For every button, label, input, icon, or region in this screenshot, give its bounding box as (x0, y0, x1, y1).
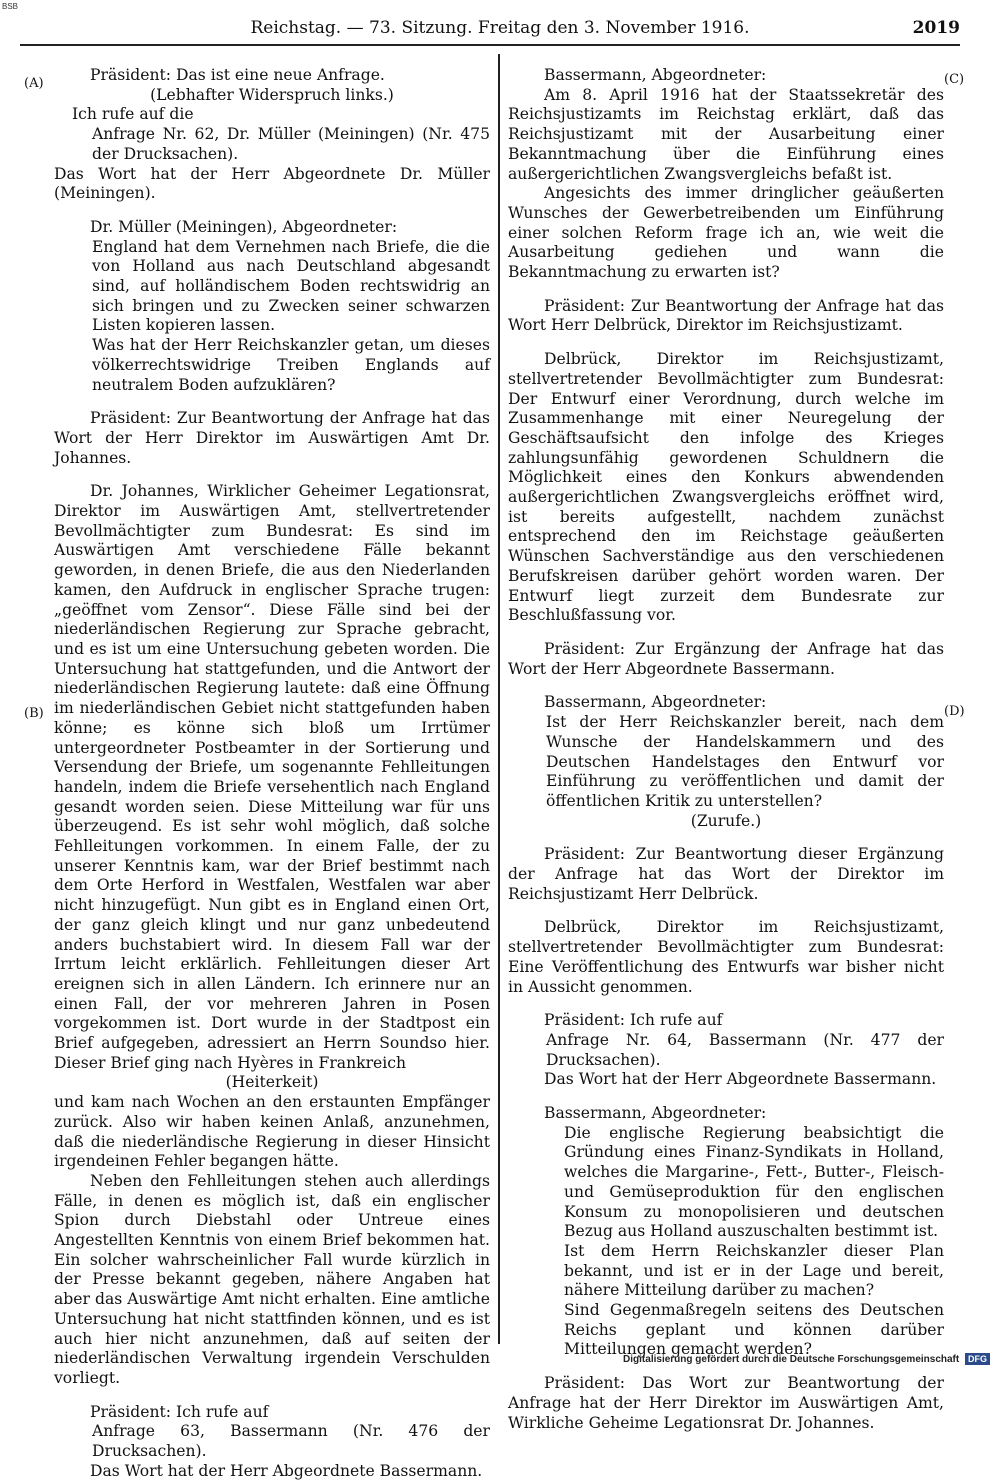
interjection: (Heiterkeit) (225, 1073, 319, 1092)
margin-mark-a: (A) (24, 76, 44, 91)
paragraph: Präsident: Zur Beantwortung der Anfrage hat das Wort Herr Delbrück, Direktor im Reichsjustizamt. (508, 296, 944, 335)
interjection: (Lebhafter Widerspruch links.) (150, 85, 394, 104)
paragraph: Anfrage 63, Bassermann (Nr. 476 der Drucksachen). (92, 1422, 490, 1461)
dfg-logo: DFG (965, 1353, 990, 1365)
paragraph: Die englische Regierung beabsichtigt die Gründung eines Finanz-Syndikats in Holland, welches die Margarine-, Fett-, Butter-, Fleisch- und Gemüseproduktion für den englischen Konsum zu monopolisieren und deutschen Bezug aus Holland auszuschalten bestimmt ist. (564, 1123, 944, 1241)
library-stamp: BSB (2, 2, 19, 11)
paragraph: Ist der Herr Reichskanzler bereit, nach dem Wunsche der Handelskammern und des Deutschen Handelstages den Entwurf vor Einführung zu veröffentlichen und damit der öffentlichen Kritik zu unterstellen? (546, 713, 944, 810)
paragraph: Anfrage Nr. 64, Bassermann (Nr. 477 der Drucksachen). (546, 1030, 944, 1069)
footer-text: Digitalisierung gefördert durch die Deutsche Forschungsgemeinschaft (623, 1354, 960, 1365)
margin-mark-d: (D) (944, 704, 965, 719)
paragraph: und kam nach Wochen an den erstaunten Empfänger zurück. Also wir haben keinen Anlaß, anzunehmen, daß die niederländische Regierung in dieser Hinsicht irgendeinen Fehler begangen hätte. (54, 1093, 490, 1171)
margin-mark-c: (C) (944, 72, 965, 87)
paragraph: Präsident: Zur Beantwortung dieser Ergänzung der Anfrage hat das Wort der Direktor im Reichsjustizamt Herr Delbrück. (508, 845, 944, 903)
page-number: 2019 (912, 18, 960, 38)
right-column (508, 66, 944, 1433)
paragraph: Das Wort hat der Herr Abgeordnete Bassermann. (90, 1461, 483, 1480)
paragraph: Angesichts des immer dringlicher geäußerten Wunsches der Gewerbetreibenden um Einführung einer solchen Reform frage ich an, wie weit die Ausarbeitung gediehen und wann die Bekanntmachung zu erwarten ist? (508, 184, 944, 282)
paragraph: Präsident: Ich rufe auf (90, 1402, 269, 1421)
paragraph: Präsident: Zur Ergänzung der Anfrage hat das Wort der Herr Abgeordnete Bassermann. (508, 639, 944, 678)
page-header (40, 18, 960, 42)
paragraph: Das Wort hat der Herr Abgeordnete Bassermann. (544, 1070, 937, 1089)
speaker-line: Dr. Müller (Meiningen), Abgeordneter: (90, 217, 398, 236)
paragraph: Delbrück, Direktor im Reichsjustizamt, stellvertretender Bevollmächtigter zum Bundesrat: Der Entwurf einer Verordnung, durch welche im Zusammenhange mit einer Neuregelung der Geschäftsaufsicht den infolge des Krieges zahlungsunfähig gewordenen Schuldnern die Möglichkeit eines den Konkurs abwendenden außergerichtlichen Zwangsvergleichs eröffnet wird, ist bereits aufgestellt, nachdem zunächst entsprechend den im Reichstage geäußerten Wünschen Sachverständige aus den verschiedenen Berufskreisen darüber gehört worden waren. Der Entwurf liegt zurzeit dem Bundesrate zur Beschlußfassung vor. (508, 350, 944, 625)
paragraph: Neben den Fehlleitungen stehen auch allerdings Fälle, in denen es möglich ist, daß ein englischer Spion durch Diebstahl oder Untreue eines Angestellten Kenntnis von einem Brief bekommen hat. Ein solcher wahrscheinlicher Fall wurde kürzlich in der Presse bekannt gegeben, nähere Angaben hat aber das Auswärtige Amt nicht erhalten. Eine amtliche Untersuchung hat nicht stattfinden können, und es ist auch hier nicht anzunehmen, daß auf seiten der niederländischen Verwaltung irgendein Verschulden vorliegt. (54, 1171, 490, 1387)
paragraph: Ist dem Herrn Reichskanzler dieser Plan bekannt, und ist er in der Lage und bereit, nähere Mitteilung darüber zu machen? (564, 1241, 944, 1300)
margin-mark-b: (B) (24, 706, 44, 721)
paragraph: Delbrück, Direktor im Reichsjustizamt, stellvertretender Bevollmächtigter zum Bundesrat: Eine Veröffentlichung des Entwurfs war bisher nicht in Aussicht genommen. (508, 918, 944, 996)
left-column (54, 66, 490, 1482)
paragraph: Präsident: Zur Beantwortung der Anfrage hat das Wort der Herr Direktor im Auswärtigen Amt Dr. Johannes. (54, 409, 490, 467)
speaker-line: Bassermann, Abgeordneter: (544, 66, 767, 84)
paragraph: Präsident: Das Wort zur Beantwortung der Anfrage hat der Herr Direktor im Auswärtigen Amt, Wirkliche Geheime Legationsrat Dr. Johannes. (508, 1374, 944, 1432)
paragraph: Am 8. April 1916 hat der Staatssekretär des Reichsjustizamts im Reichstag erklärt, daß das Reichsjustizamt mit der Ausarbeitung einer Bekanntmachung über die Einführung eines außergerichtlichen Zwangsvergleichs befaßt ist. (508, 85, 944, 183)
paragraph: Ich rufe auf die (72, 105, 194, 124)
speaker-line: Bassermann, Abgeordneter: (544, 693, 767, 712)
paragraph: Das Wort hat der Herr Abgeordnete Dr. Müller (Meiningen). (54, 164, 490, 203)
paragraph: Anfrage Nr. 62, Dr. Müller (Meiningen) (Nr. 475 der Drucksachen). (92, 125, 490, 163)
paragraph: Was hat der Herr Reichskanzler getan, um dieses völkerrechtswidrige Treiben Englands auf neutralem Boden aufzuklären? (92, 336, 490, 394)
column-rule (498, 54, 500, 1344)
paragraph: Präsident: Das ist eine neue Anfrage. (90, 66, 385, 84)
interjection: (Zurufe.) (690, 811, 762, 830)
paragraph: Dr. Johannes, Wirklicher Geheimer Legationsrat, Direktor im Auswärtigen Amt, stellvertretender Bevollmächtigter zum Bundesrat: Es sind im Auswärtigen Amt verschiedene Fälle bekannt geworden, in denen Briefe, die aus den Niederlanden kamen, den Aufdruck in englischer Sprache trugen: „geöffnet vom Zensor“. Diese Fälle sind bei der niederländischen Regierung zur Sprache gebracht, und es ist um eine Untersuchung gebeten worden. Die Untersuchung hat stattgefunden, und die Antwort der niederländischen Regierung lautete: daß eine Öffnung im niederländischen Gebiet nicht stattgefunden haben könne; es könne sich bloß um Irrtümer untergeordneter Postbeamter in der Sortierung und Versendung der Briefe, um sogenannte Fehlleitungen handeln, indem die Briefe versehentlich nach England gesandt worden seien. Diese Mitteilung war für uns überzeugend. Es ist sehr wohl möglich, daß solche Fehlleitungen vorkommen. In einem Falle, der zu unserer Kenntnis kam, war der Brief bestimmt nach dem Orte Herford in Westfalen, Westfalen war aber nicht hinzugefügt. Nun gibt es in England einen Ort, der ganz gleich klingt und nur ganz unbedeutend anders buchstabiert wird. In diesem Fall war der Irrtum leicht erklärlich. Fehlleitungen dieser Art ereignen sich in allen Ländern. Ich erinnere nur an einen Fall, der vor mehreren Jahren in Posen vorgekommen ist. Dort wurde in der Stadtpost ein Brief aufgegeben, adressiert an Herrn Soundso hier. Dieser Brief ging nach Hyères in Frankreich (54, 482, 490, 1072)
paragraph: England hat dem Vernehmen nach Briefe, die die von Holland aus nach Deutschland abgesandt sind, auf holländischem Boden rechtswidrig an sich bringen und zu Zwecken seiner schwarzen Listen kopieren lassen. (92, 237, 490, 335)
running-title: Reichstag. — 73. Sitzung. Freitag den 3. November 1916. (250, 18, 750, 38)
header-rule (20, 44, 960, 46)
paragraph: Sind Gegenmaßregeln seitens des Deutschen Reichs geplant und können darüber Mitteilungen gemacht werden? (564, 1301, 944, 1359)
paragraph: Präsident: Ich rufe auf (544, 1011, 723, 1030)
speaker-line: Bassermann, Abgeordneter: (544, 1104, 767, 1123)
footer-credit (623, 1353, 990, 1365)
